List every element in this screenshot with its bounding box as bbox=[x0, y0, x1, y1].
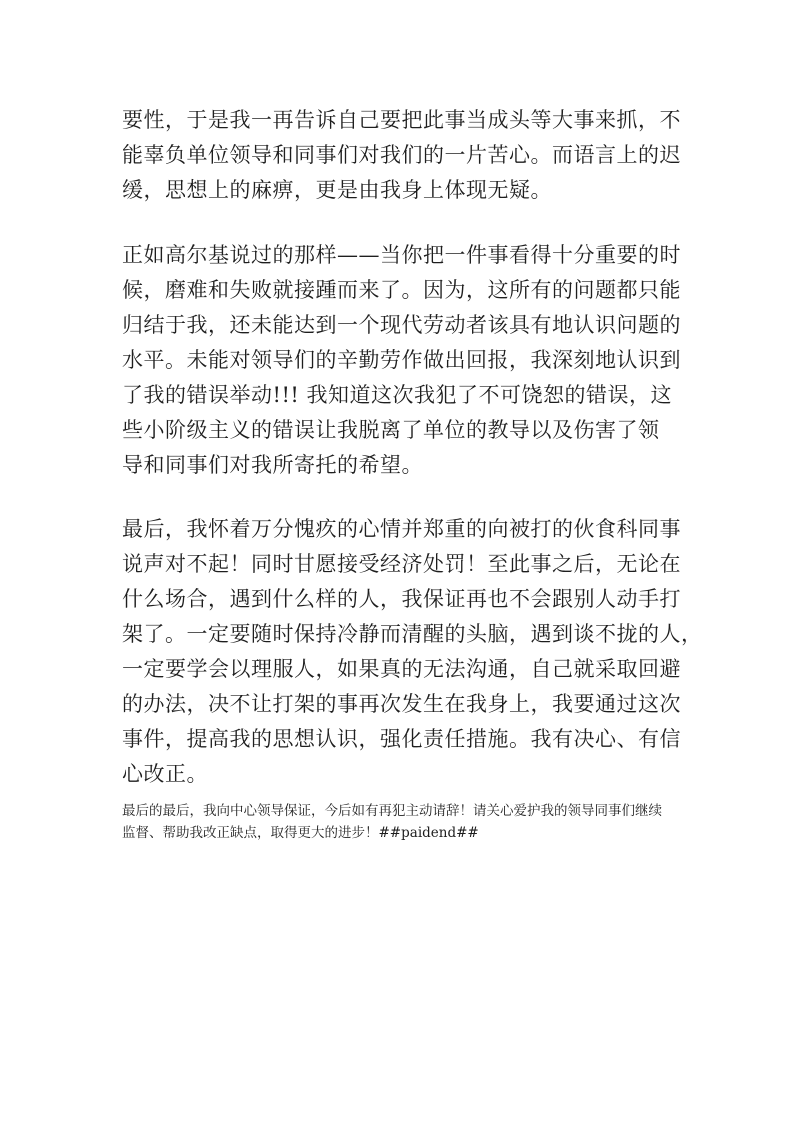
paragraph-3-line-3: 什么场合，遇到什么样的人，我保证再也不会跟别人动手打 bbox=[122, 587, 681, 611]
paragraph-3-line-5: 一定要学会以理服人，如果真的无法沟通，自己就采取回避 bbox=[122, 657, 681, 681]
paragraph-3-line-2: 说声对不起！同时甘愿接受经济处罚！至此事之后，无论在 bbox=[122, 552, 681, 576]
paragraph-3-line-8: 心改正。 bbox=[122, 762, 208, 786]
paragraph-2-line-5: 了我的错误举动!!! 我知道这次我犯了不可饶恕的错误，这 bbox=[122, 383, 672, 407]
closing-line-2: 监督、帮助我改正缺点，取得更大的进步！##paidend## bbox=[122, 825, 479, 841]
paragraph-3-line-6: 的办法，决不让打架的事再次发生在我身上，我要通过这次 bbox=[122, 692, 681, 716]
paragraph-2-line-1: 正如高尔基说过的那样——当你把一件事看得十分重要的时 bbox=[122, 243, 681, 267]
paragraph-3-line-7: 事件，提高我的思想认识，强化责任措施。我有决心、有信 bbox=[122, 727, 681, 751]
paragraph-1-line-2: 能辜负单位领导和同事们对我们的一片苦心。而语言上的迟 bbox=[122, 143, 681, 167]
paragraph-2-line-7: 导和同事们对我所寄托的希望。 bbox=[122, 453, 423, 477]
closing-line-1: 最后的最后，我向中心领导保证，今后如有再犯主动请辞！请关心爱护我的领导同事们继续 bbox=[122, 803, 662, 819]
paragraph-2-line-6: 些小阶级主义的错误让我脱离了单位的教导以及伤害了领 bbox=[122, 418, 660, 442]
paragraph-3-line-4: 架了。一定要随时保持冷静而清醒的头脑，遇到谈不拢的人， bbox=[122, 622, 703, 646]
paragraph-1-line-3: 缓，思想上的麻痹，更是由我身上体现无疑。 bbox=[122, 178, 552, 202]
paragraph-2-line-2: 候，磨难和失败就接踵而来了。因为，这所有的问题都只能 bbox=[122, 278, 681, 302]
paragraph-1-line-1: 要性，于是我一再告诉自己要把此事当成头等大事来抓，不 bbox=[122, 108, 681, 132]
paragraph-2-line-3: 归结于我，还未能达到一个现代劳动者该具有地认识问题的 bbox=[122, 313, 681, 337]
paragraph-2-line-4: 水平。未能对领导们的辛勤劳作做出回报，我深刻地认识到 bbox=[122, 348, 681, 372]
paragraph-3-line-1: 最后，我怀着万分愧疚的心情并郑重的向被打的伙食科同事 bbox=[122, 517, 681, 541]
